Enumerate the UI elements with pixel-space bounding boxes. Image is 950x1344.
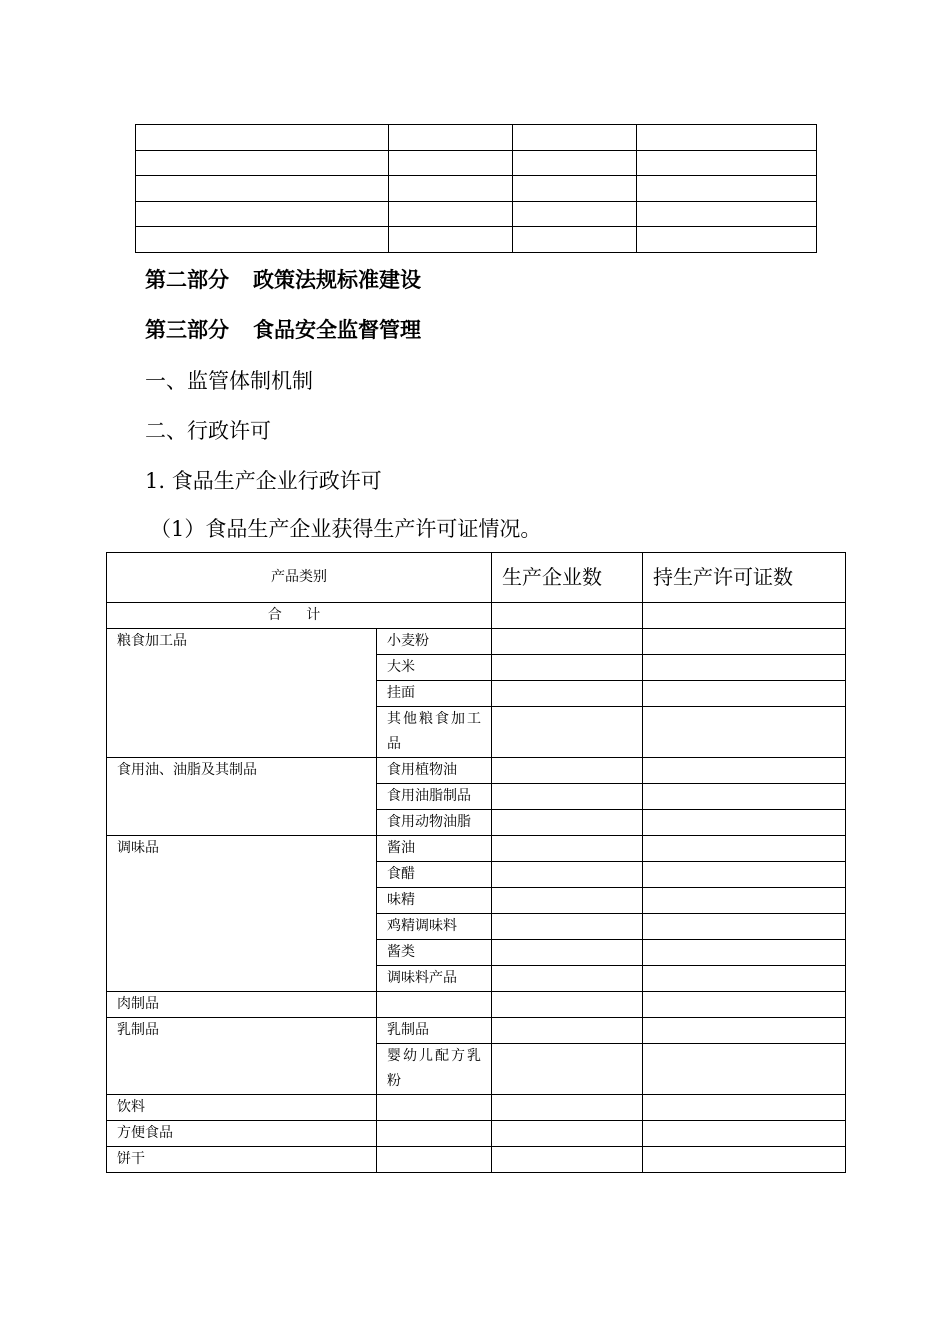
enterprises-cell — [492, 1018, 643, 1044]
subcategory-cell: 挂面 — [377, 681, 492, 707]
heading-part2-label: 第二部分 — [145, 267, 229, 292]
category-cell: 粮食加工品 — [107, 629, 377, 758]
enterprises-cell — [492, 758, 643, 784]
licenses-cell — [643, 940, 846, 966]
licenses-cell — [643, 914, 846, 940]
table-row — [136, 201, 817, 227]
enterprises-cell — [492, 629, 643, 655]
table-row — [136, 227, 817, 253]
enterprises-cell — [492, 914, 643, 940]
table-row — [136, 176, 817, 202]
enterprises-cell — [492, 1121, 643, 1147]
subcategory-cell — [377, 1147, 492, 1173]
licenses-cell — [643, 836, 846, 862]
subcategory-cell — [377, 1121, 492, 1147]
table-row — [107, 629, 846, 655]
table-row — [107, 1121, 846, 1147]
heading-part3-title: 食品安全监督管理 — [253, 317, 421, 342]
subcategory-cell: 其他粮食加工品 — [377, 707, 492, 758]
enterprises-cell — [492, 940, 643, 966]
heading-subsub1: （1）食品生产企业获得生产许可证情况。 — [150, 517, 542, 541]
subcategory-cell: 乳制品 — [377, 1018, 492, 1044]
subcategory-cell: 婴幼儿配方乳粉 — [377, 1044, 492, 1095]
table-total-row — [107, 603, 846, 629]
total-label: 合 计 — [107, 603, 492, 629]
licenses-cell — [643, 1121, 846, 1147]
licenses-cell — [643, 1147, 846, 1173]
enterprises-cell — [492, 810, 643, 836]
subcategory-cell — [377, 992, 492, 1018]
licenses-cell — [643, 629, 846, 655]
licenses-cell — [643, 655, 846, 681]
enterprises-cell — [492, 862, 643, 888]
table-row — [136, 150, 817, 176]
subcategory-cell: 食醋 — [377, 862, 492, 888]
top-empty-table — [135, 124, 817, 253]
enterprises-cell — [492, 681, 643, 707]
table-row — [107, 758, 846, 784]
heading-section2: 二、行政许可 — [145, 419, 271, 443]
subcategory-cell: 鸡精调味料 — [377, 914, 492, 940]
header-licenses: 持生产许可证数 — [643, 553, 846, 603]
subcategory-cell: 小麦粉 — [377, 629, 492, 655]
table-row — [107, 1147, 846, 1173]
enterprises-cell — [492, 655, 643, 681]
enterprises-cell — [492, 707, 643, 758]
enterprises-cell — [492, 966, 643, 992]
table-row — [107, 992, 846, 1018]
category-cell: 方便食品 — [107, 1121, 377, 1147]
subcategory-cell: 酱类 — [377, 940, 492, 966]
subcategory-cell: 调味料产品 — [377, 966, 492, 992]
header-category: 产品类别 — [107, 553, 492, 603]
licenses-cell — [643, 992, 846, 1018]
licenses-cell — [643, 707, 846, 758]
heading-section1: 一、监管体制机制 — [145, 369, 313, 393]
header-enterprises: 生产企业数 — [492, 553, 643, 603]
subcategory-cell: 酱油 — [377, 836, 492, 862]
licenses-cell — [643, 758, 846, 784]
licenses-cell — [643, 1095, 846, 1121]
licenses-cell — [643, 810, 846, 836]
table-row — [136, 125, 817, 151]
table-row — [107, 836, 846, 862]
category-cell: 饮料 — [107, 1095, 377, 1121]
subcategory-cell: 食用植物油 — [377, 758, 492, 784]
subcategory-cell: 食用动物油脂 — [377, 810, 492, 836]
license-table — [106, 552, 846, 1173]
subcategory-cell: 大米 — [377, 655, 492, 681]
enterprises-cell — [492, 836, 643, 862]
subcategory-cell — [377, 1095, 492, 1121]
heading-part3 — [145, 316, 421, 344]
enterprises-cell — [492, 1044, 643, 1095]
enterprises-cell — [492, 888, 643, 914]
licenses-cell — [643, 888, 846, 914]
licenses-cell — [643, 862, 846, 888]
enterprises-cell — [492, 1095, 643, 1121]
licenses-cell — [643, 1018, 846, 1044]
licenses-cell — [643, 681, 846, 707]
category-cell: 调味品 — [107, 836, 377, 992]
subcategory-cell: 食用油脂制品 — [377, 784, 492, 810]
licenses-cell — [643, 966, 846, 992]
heading-sub1: 1. 食品生产企业行政许可 — [145, 469, 382, 493]
enterprises-cell — [492, 784, 643, 810]
licenses-cell — [643, 1044, 846, 1095]
table-row — [107, 1095, 846, 1121]
category-cell: 肉制品 — [107, 992, 377, 1018]
heading-part2-title: 政策法规标准建设 — [253, 267, 421, 292]
table-row — [107, 1018, 846, 1044]
licenses-cell — [643, 784, 846, 810]
enterprises-cell — [492, 1147, 643, 1173]
heading-part3-label: 第三部分 — [145, 317, 229, 342]
table-header-row — [107, 553, 846, 603]
heading-part2 — [145, 266, 421, 294]
category-cell: 饼干 — [107, 1147, 377, 1173]
subcategory-cell: 味精 — [377, 888, 492, 914]
category-cell: 乳制品 — [107, 1018, 377, 1095]
enterprises-cell — [492, 992, 643, 1018]
category-cell: 食用油、油脂及其制品 — [107, 758, 377, 836]
